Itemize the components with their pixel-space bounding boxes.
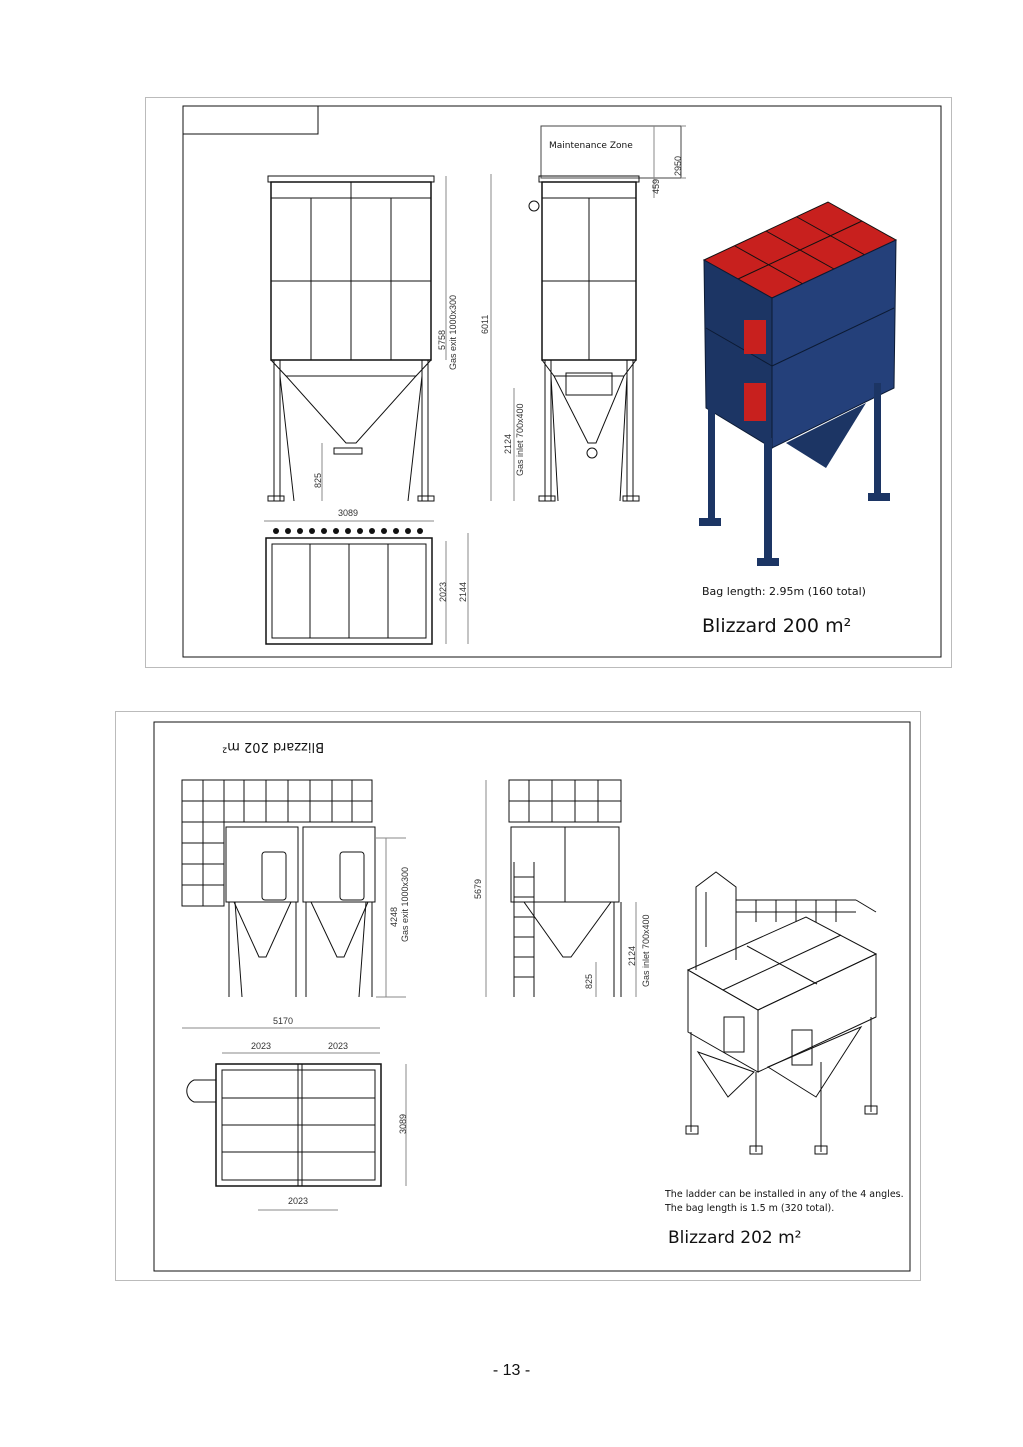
dim-plan-bottom: 2023 (288, 1196, 309, 1206)
dim-height-side-202: 5679 (473, 878, 483, 899)
drawing-sheet-blizzard-200 (145, 97, 952, 668)
drawing-sheet-blizzard-202 (115, 711, 921, 1281)
ladder-note: The ladder can be installed in any of the 4 angles. (665, 1189, 904, 1200)
bag-length-note: Bag length: 2.95m (160 total) (702, 585, 866, 598)
bag-length-note-202: The bag length is 1.5 m (320 total). (665, 1203, 835, 1214)
dim-gas-inlet-height: 2124 (503, 433, 513, 454)
plan-view-202 (182, 1028, 406, 1210)
front-view-200 (268, 176, 446, 501)
gas-exit-label-202: Gas exit 1000x300 (400, 866, 410, 942)
sheet-title-200: Blizzard 200 m² (702, 615, 852, 637)
dim-height-front-202: 4248 (389, 906, 399, 927)
dim-plan-depth-202: 3089 (398, 1113, 408, 1134)
page-number: - 13 - (492, 1362, 531, 1379)
technical-drawing-200 (146, 98, 951, 667)
sheet-title-202: Blizzard 202 m² (668, 1228, 802, 1248)
dim-plan-depth-total: 2144 (458, 581, 468, 602)
gas-inlet-label: Gas inlet 700x400 (515, 403, 525, 476)
dim-gas-inlet-height-202: 2124 (627, 945, 637, 966)
gas-inlet-label-202: Gas inlet 700x400 (641, 914, 651, 987)
dim-plan-module-a: 2023 (251, 1041, 272, 1051)
side-view-202 (486, 780, 636, 997)
isometric-view-202 (686, 872, 877, 1154)
gas-exit-label: Gas exit 1000x300 (448, 294, 458, 370)
isometric-view-200 (699, 202, 896, 566)
maintenance-zone-label: Maintenance Zone (549, 141, 633, 151)
dim-hopper-outlet: 825 (313, 472, 323, 488)
front-view-202 (182, 780, 406, 997)
dim-plan-width-202: 5170 (273, 1016, 294, 1026)
dim-hopper-outlet-202: 825 (584, 973, 594, 989)
dim-total-height-side: 6011 (480, 314, 490, 334)
dim-maint-gap: 459 (651, 178, 661, 194)
dim-plan-module-b: 2023 (328, 1041, 349, 1051)
sheet-title-mirrored: Blizzard 202 m² (222, 739, 325, 754)
dim-maint-height: 2950 (673, 155, 683, 176)
dim-plan-width: 3089 (338, 508, 359, 518)
dim-plan-depth: 2023 (438, 581, 448, 602)
dim-height-front: 5758 (437, 329, 447, 350)
